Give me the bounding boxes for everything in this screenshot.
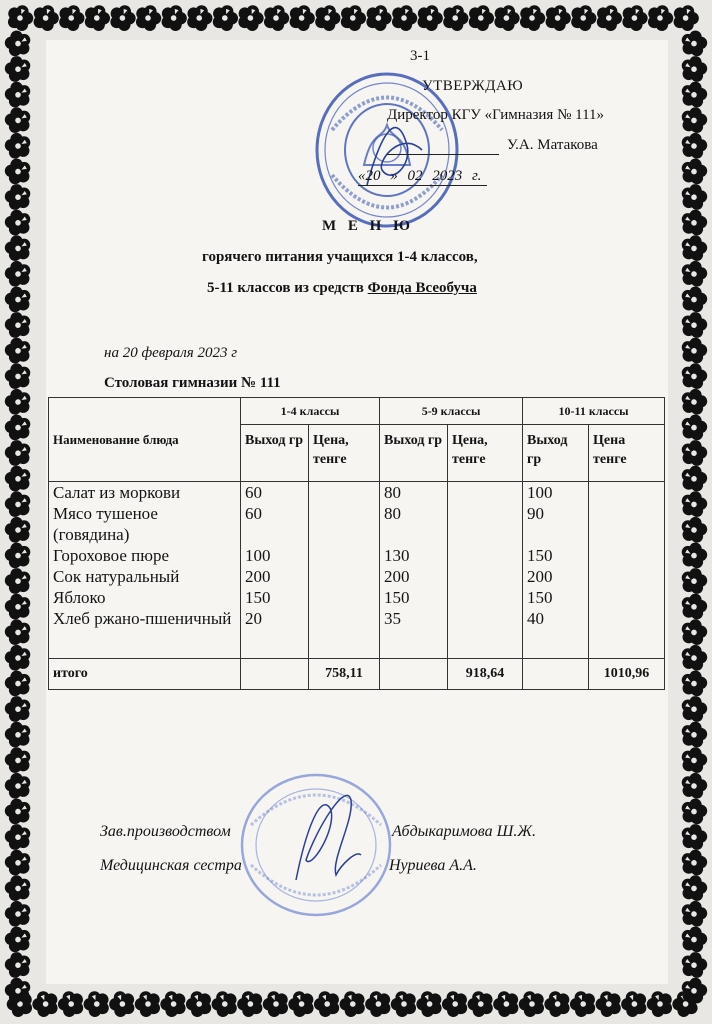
document-title: М Е Н Ю [322,218,414,234]
flower-ornament [1,794,36,829]
flower-ornament [183,1,216,33]
flower-ornament [1,282,36,317]
flower-ornament [643,987,676,1019]
flower-ornament [1,26,36,61]
flower-ornament [676,26,711,61]
flower-ornament [1,77,36,112]
flower-ornament [676,128,711,163]
flower-ornament [593,1,626,33]
flower-ornament [676,947,711,982]
flower-ornament [4,1,37,33]
dish-name: Яблоко [53,588,106,607]
flower-ornament [1,615,36,650]
flower-ornament [1,154,36,189]
flower-ornament [1,845,36,880]
flower-ornament [464,987,497,1019]
flower-ornament [388,1,421,33]
flower-ornament [234,987,267,1019]
flower-ornament [234,1,267,33]
flower-ornament [618,987,651,1019]
flower-ornament [676,640,711,675]
flower-ornament [1,563,36,598]
flower-ornament [516,1,549,33]
flower-ornament [285,987,318,1019]
page-number: 3-1 [410,48,430,64]
title-subline-2: 5-11 классов из средств Фонда Всеобуча [207,280,477,296]
director-signature-line [387,137,499,155]
flower-ornament [676,51,711,86]
flower-ornament [676,819,711,854]
flower-ornament [676,179,711,214]
flower-ornament [541,987,574,1019]
flower-ornament [336,987,369,1019]
yield-value: 40 [527,609,545,628]
signature-name: Абдыкаримова Ш.Ж. [392,823,536,840]
flower-ornament [1,307,36,342]
yield-value: 150 [245,588,271,607]
menu-table [48,397,665,690]
dish-name: Салат из моркови [53,483,181,502]
dish-name-header: Наименование блюда [49,398,241,482]
flower-ornament [592,987,625,1019]
yield-value: 150 [527,588,553,607]
flower-ornament [1,435,36,470]
flower-ornament [413,987,446,1019]
flower-ornament [1,410,36,445]
flower-ornament [676,717,711,752]
flower-ornament [676,103,711,138]
flower-ornament [1,691,36,726]
flower-ornament [1,743,36,778]
flower-ornament [1,947,36,982]
flower-ornament [362,1,395,33]
canteen-name: Столовая гимназии № 111 [104,375,281,391]
flower-ornament [676,922,711,957]
flower-ornament [55,987,88,1019]
flower-ornament [132,1,165,33]
flower-ornament [131,987,164,1019]
flower-ornament [676,563,711,598]
price-5-9-cell [448,482,523,659]
flower-ornament [669,1,702,33]
dish-names-cell [49,482,241,659]
flower-ornament [1,231,36,266]
sub-header-price: Цена, тенге [448,425,523,482]
flower-ornament [1,384,36,419]
flower-ornament [676,589,711,624]
director-name: У.А. Матакова [507,137,598,153]
flower-ornament [413,1,446,33]
flower-ornament [1,487,36,522]
flower-ornament [676,615,711,650]
flower-ornament [362,987,395,1019]
flower-ornament [81,1,114,33]
flower-ornament [676,435,711,470]
yield-value: 60 [245,483,262,502]
total-price-10-11: 1010,96 [589,659,665,690]
flower-ornament [541,1,574,33]
flower-ornament [676,768,711,803]
sub-header-yield: Выход гр [523,425,589,482]
flower-ornament [29,1,62,33]
price-10-11-cell [589,482,665,659]
yield-value: 130 [384,546,410,565]
yield-value: 80 [384,483,402,502]
flower-ornament [1,589,36,624]
yield-5-9-cell [380,482,448,659]
flower-ornament [209,1,242,33]
table-body-row [49,482,665,659]
flower-ornament [676,231,711,266]
yield-value: 100 [245,546,271,565]
flower-ornament [676,307,711,342]
flower-ornament [676,205,711,240]
title-subline-1: горячего питания учащихся 1-4 классов, [202,249,478,265]
flower-ornament [676,743,711,778]
flower-ornament [106,987,139,1019]
yield-value: 80 [384,504,402,523]
group-header-1-4: 1-4 классы [241,398,380,425]
flower-ornament [55,1,88,33]
flower-ornament [311,1,344,33]
flower-ornament [1,666,36,701]
sub-header-yield: Выход гр [241,425,309,482]
flower-ornament [260,1,293,33]
flower-ornament [1,256,36,291]
flower-ornament [1,512,36,547]
flower-ornament [676,845,711,880]
production-seal-stamp [236,770,396,920]
flower-ornament [1,640,36,675]
flower-ornament [1,768,36,803]
yield-value: 200 [384,567,410,586]
flower-ornament [337,1,370,33]
flower-ornament [676,666,711,701]
flower-ornament [644,1,677,33]
director-title: Директор КГУ «Гимназия № 111» [387,107,605,123]
flower-ornament [676,691,711,726]
yield-value: 200 [245,567,271,586]
yield-value: 90 [527,504,545,523]
yield-value: 150 [527,546,553,565]
flower-ornament [676,896,711,931]
yield-value: 150 [384,588,410,607]
yield-value: 20 [245,609,262,628]
flower-ornament [676,461,711,496]
flower-ornament [439,1,472,33]
yield-value: 35 [384,609,402,628]
yield-10-11-cell [523,482,589,659]
total-row [49,659,665,690]
flower-ornament [1,128,36,163]
flower-ornament [1,461,36,496]
flower-ornament [387,987,420,1019]
approval-heading: УТВЕРЖДАЮ [422,78,524,94]
yield-value: 100 [527,483,553,502]
flower-ornament [285,1,318,33]
flower-ornament [1,819,36,854]
flower-ornament [676,154,711,189]
flower-ornament [676,384,711,419]
flower-ornament [106,1,139,33]
flower-ornament [676,410,711,445]
flower-ornament [157,987,190,1019]
price-1-4-cell [309,482,380,659]
dish-name: Сок натуральный [53,567,180,586]
flower-ornament [29,987,62,1019]
approval-date: «20 » 02 2023 г. [358,168,487,186]
sub-header-price: Цена, тенге [309,425,380,482]
flower-ornament [676,512,711,547]
flower-ornament [676,487,711,522]
yield-value: 200 [527,567,553,586]
flower-ornament [1,359,36,394]
yield-value: 60 [245,504,262,523]
menu-date: на 20 февраля 2023 г [104,345,238,361]
flower-ornament [1,538,36,573]
flower-ornament [311,987,344,1019]
flower-ornament [490,987,523,1019]
flower-ornament [676,538,711,573]
flower-ornament [1,205,36,240]
flower-ornament [676,256,711,291]
flower-ornament [567,987,600,1019]
flower-ornament [1,179,36,214]
signature-role: Зав.производством [100,823,231,840]
flower-ornament [676,333,711,368]
flower-ornament [1,333,36,368]
flower-ornament [1,51,36,86]
flower-ornament [1,871,36,906]
flower-ornament [676,359,711,394]
flower-ornament [439,987,472,1019]
flower-ornament [1,103,36,138]
sub-header-price: Цена тенге [589,425,665,482]
signature-name: Нуриева А.А. [389,857,477,874]
total-label: итого [49,659,241,690]
dish-name: Мясо тушеное (говядина) [53,504,158,544]
flower-ornament [465,1,498,33]
flower-ornament [490,1,523,33]
signature-role: Медицинская сестра [100,857,242,874]
flower-ornament [183,987,216,1019]
dish-name: Гороховое пюре [53,546,170,565]
flower-ornament [567,1,600,33]
flower-ornament [1,717,36,752]
flower-ornament [1,896,36,931]
group-header-10-11: 10-11 классы [523,398,665,425]
flower-ornament [676,282,711,317]
yield-1-4-cell [241,482,309,659]
flower-ornament [676,77,711,112]
flower-ornament [676,794,711,829]
flower-ornament [676,871,711,906]
flower-ornament [515,987,548,1019]
flower-ornament [208,987,241,1019]
flower-ornament [259,987,292,1019]
flower-ornament [80,987,113,1019]
group-header-5-9: 5-9 классы [380,398,523,425]
total-price-5-9: 918,64 [448,659,523,690]
total-price-1-4: 758,11 [309,659,380,690]
sub-header-yield: Выход гр [380,425,448,482]
flower-ornament [1,922,36,957]
flower-ornament [618,1,651,33]
flower-ornament [157,1,190,33]
fund-name: Фонда Всеобуча [367,280,477,296]
dish-name: Хлеб ржано-пшеничный [53,609,232,628]
